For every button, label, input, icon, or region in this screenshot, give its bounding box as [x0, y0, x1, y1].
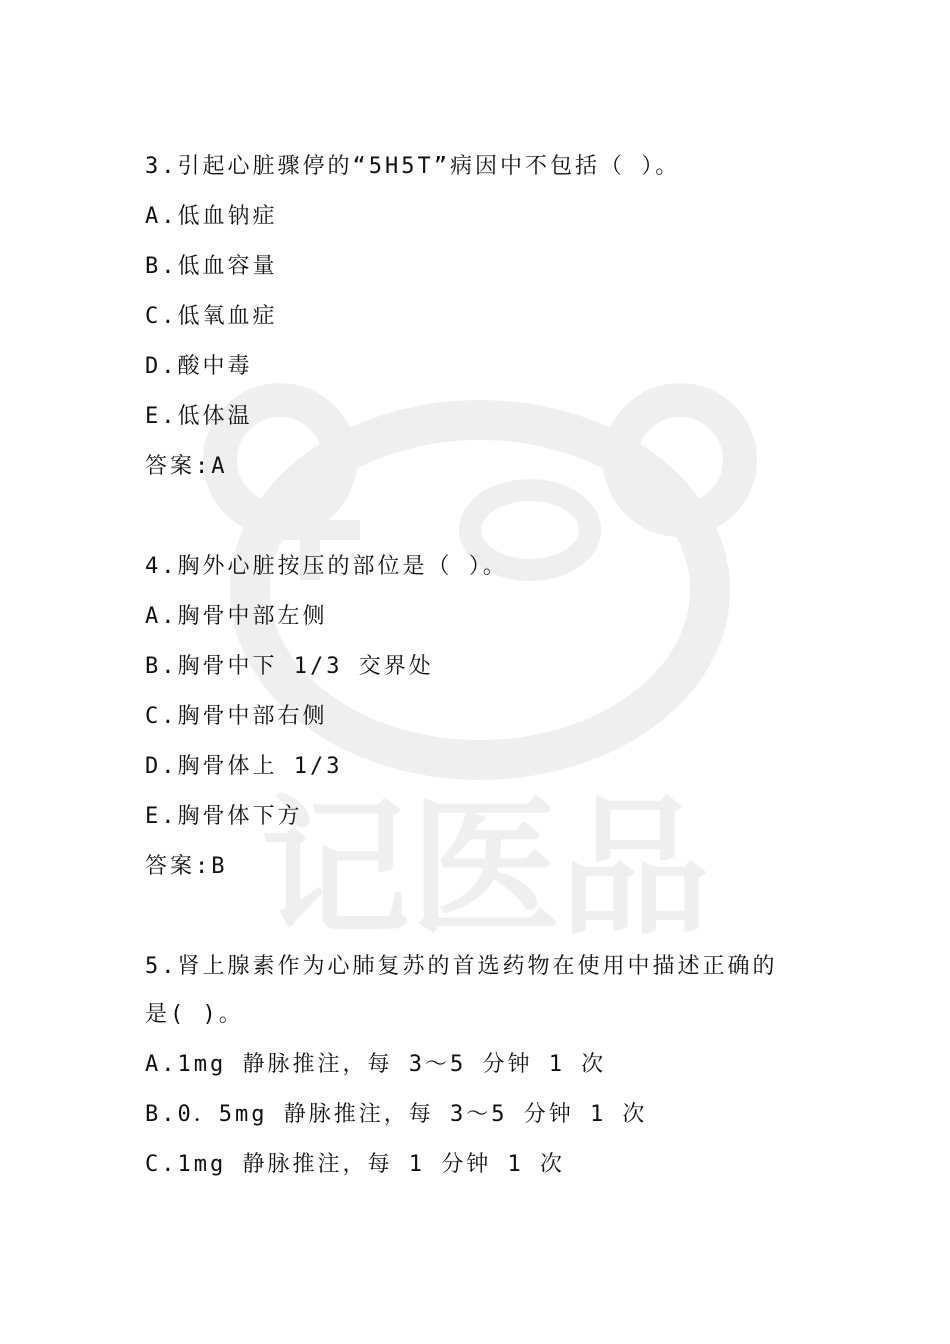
question-4-option-d: D.胸骨体上 1/3 — [145, 754, 343, 779]
question-5-option-b: B.0．5mg 静脉推注，每 3～5 分钟 1 次 — [145, 1102, 648, 1127]
question-5-option-a: A.1mg 静脉推注，每 3～5 分钟 1 次 — [145, 1052, 607, 1077]
question-3-option-a: A.低血钠症 — [145, 204, 278, 229]
question-4-option-c: C.胸骨中部右侧 — [145, 704, 328, 729]
question-3-option-b: B.低血容量 — [145, 254, 278, 279]
watermark-text: 记医品 — [260, 782, 711, 956]
question-4-option-a: A.胸骨中部左侧 — [145, 604, 328, 629]
question-3-option-c: C.低氧血症 — [145, 304, 278, 329]
question-3-option-e: E.低体温 — [145, 404, 253, 429]
question-3-answer: 答案:A — [145, 454, 228, 479]
question-5-stem-line2: 是( )。 — [145, 1002, 244, 1027]
question-3-option-d: D.酸中毒 — [145, 354, 253, 379]
question-4-option-b: B.胸骨中下 1/3 交界处 — [145, 654, 434, 679]
question-5-stem-line1: 5.肾上腺素作为心肺复苏的首选药物在使用中描述正确的 — [145, 954, 778, 979]
question-3-stem: 3.引起心脏骤停的“5H5T”病因中不包括（ ）。 — [145, 154, 681, 179]
question-5-option-c: C.1mg 静脉推注，每 1 分钟 1 次 — [145, 1152, 565, 1177]
question-4-stem: 4.胸外心脏按压的部位是（ ）。 — [145, 554, 508, 579]
question-4-option-e: E.胸骨体下方 — [145, 804, 303, 829]
question-4-answer: 答案:B — [145, 854, 228, 879]
